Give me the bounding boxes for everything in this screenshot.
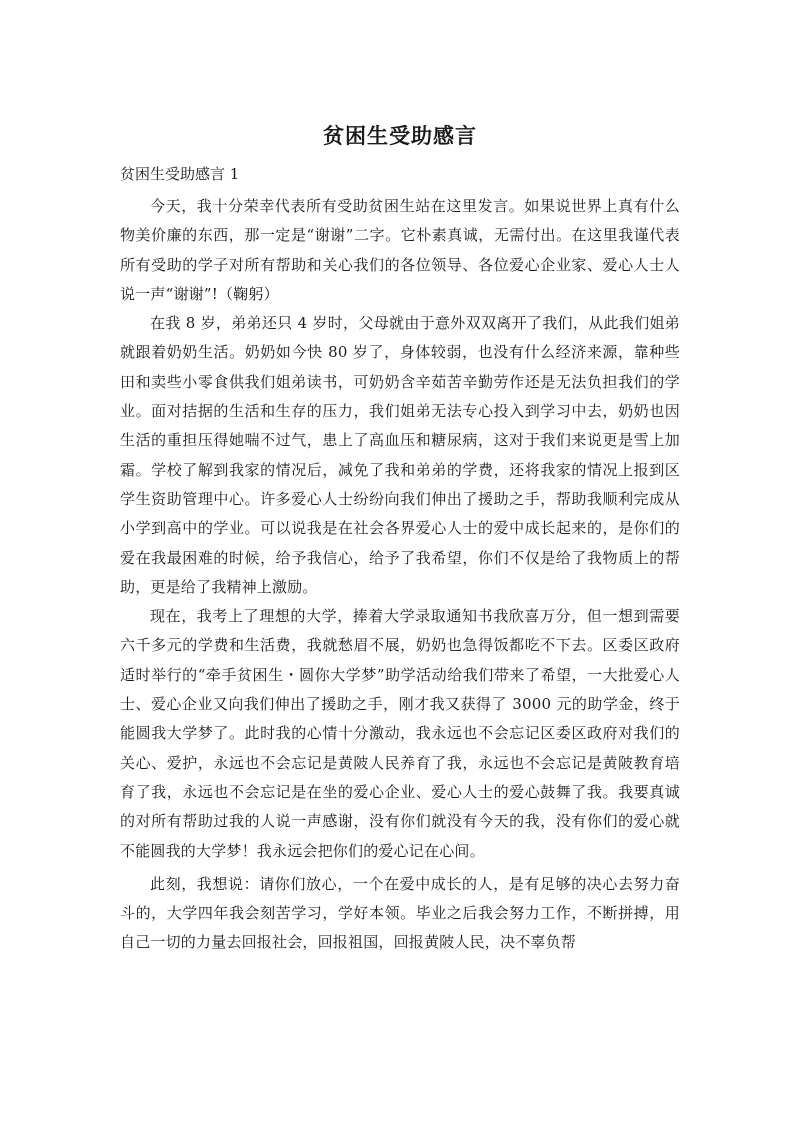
page-title: 贫困生受助感言: [323, 124, 477, 148]
paragraph-2: 在我 8 岁，弟弟还只 4 岁时，父母就由于意外双双离开了我们，从此我们姐弟就跟着奶奶生活。奶奶如今快 80 岁了，身体较弱，也没有什么经济来源，靠种些田和卖些小零食供我们姐弟读书，可奶奶含辛茹苦辛勤劳作还是无法负担我们的学业。面对拮据的生活和生存的压力，我们姐弟无法专心投入到学习中去，奶奶也因生活的重担压得她喘不过气，患上了高血压和糖尿病，这对于我们来说更是雪上加霜。学校了解到我家的情况后，减免了我和弟弟的学费，还将我家的情况上报到区学生资助管理中心。许多爱心人士纷纷向我们伸出了援助之手，帮助我顺利完成从小学到高中的学业。可以说我是在社会各界爱心人士的爱中成长起来的，是你们的爱在我最困难的时候，给予我信心，给予了我希望，你们不仅是给了我物质上的帮助，更是给了我精神上激励。: [120, 314, 680, 596]
section-subtitle: 贫困生受助感言 1: [120, 165, 240, 183]
paragraph-1: 今天，我十分荣幸代表所有受助贫困生站在这里发言。如果说世界上真有什么物美价廉的东西，那一定是“谢谢”二字。它朴素真诚，无需付出。在这里我谨代表所有受助的学子对所有帮助和关心我们的各位领导、各位爱心企业家、爱心人士人说一声“谢谢”!（鞠躬）: [120, 197, 680, 303]
document-body: [120, 192, 680, 958]
paragraph-3: 现在，我考上了理想的大学，捧着大学录取通知书我欣喜万分，但一想到需要六千多元的学费和生活费，我就愁眉不展，奶奶也急得饭都吃不下去。区委区政府适时举行的“牵手贫困生・圆你大学梦”助学活动给我们带来了希望，一大批爱心人士、爱心企业又向我们伸出了援助之手，刚才我又获得了 3000 元的助学金，终于能圆我大学梦了。此时我的心情十分激动，我永远也不会忘记区委区政府对我们的关心、爱护，永远也不会忘记是黄陂人民养育了我，永远也不会忘记是黄陂教育培育了我，永远也不会忘记是在坐的爱心企业、爱心人士的爱心鼓舞了我。我要真诚的对所有帮助过我的人说一声感谢，没有你们就没有今天的我，没有你们的爱心就不能圆我的大学梦！我永远会把你们的爱心记在心间。: [120, 607, 680, 860]
paragraph-4: 此刻，我想说：请你们放心，一个在爱中成长的人，是有足够的决心去努力奋斗的，大学四年我会刻苦学习，学好本领。毕业之后我会努力工作，不断拼搏，用自己一切的力量去回报社会，回报祖国，回报黄陂人民，决不辜负帮: [120, 874, 680, 952]
